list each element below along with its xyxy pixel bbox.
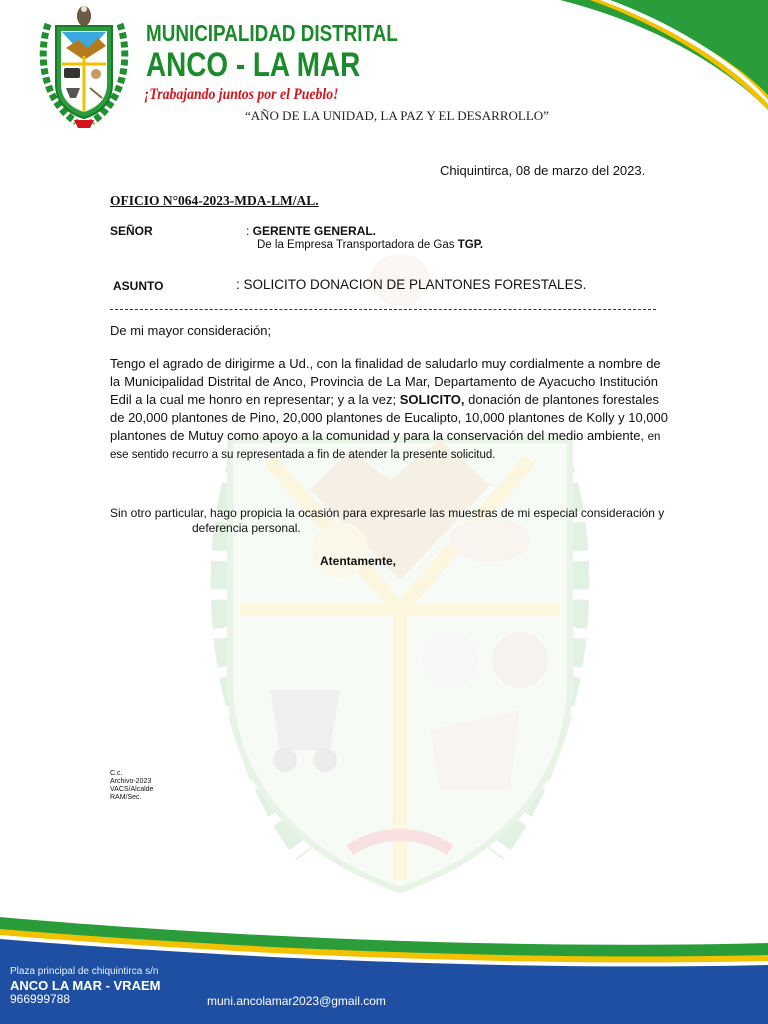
body-line-part: plantones de Mutuy como apoyo a la comunidad y para la conservación del medio ambiente, <box>110 428 648 443</box>
shield-watermark <box>190 250 610 930</box>
addressee-organization <box>257 239 483 251</box>
greeting: De mi mayor consideración; <box>110 323 272 338</box>
addressee-org-prefix: De la Empresa Transportadora de Gas <box>257 239 458 251</box>
cc-line: VACS/Alcalde <box>110 786 154 793</box>
slogan: ¡Trabajando juntos por el Pueblo! <box>144 86 339 103</box>
body-line-part: en <box>647 431 661 443</box>
municipal-shield-logo <box>38 4 130 130</box>
body-line: la Municipalidad Distrital de Anco, Provincia de La Mar, Departamento de Ayacucho Institución <box>110 374 658 389</box>
body-line: de 20,000 plantones de Pino, 20,000 plantones de Eucalipto, 10,000 plantones de Kolly y 10,000 <box>110 410 668 425</box>
letter-date: Chiquintirca, 08 de marzo del 2023. <box>440 163 646 178</box>
addressee-org-acronym: TGP. <box>457 239 484 251</box>
closing-line: Sin otro particular, hago propicia la ocasión para expresarle las muestras de mi especial consideración y <box>110 506 665 520</box>
body-paragraph <box>110 355 668 464</box>
separator-line <box>110 309 656 310</box>
municipality-name-line1: MUNICIPALIDAD DISTRITAL <box>146 20 398 46</box>
footer-email: muni.ancolamar2023@gmail.com <box>207 994 386 1008</box>
addressee-title-text: GERENTE GENERAL. <box>252 224 377 238</box>
body-line: Tengo el agrado de dirigirme a Ud., con la finalidad de saludarlo muy cordialmente a nombre de <box>110 356 661 371</box>
body-line-part: Edil a la cual me honro en representar; y a la vez; <box>110 392 400 407</box>
body-line-part: donación de plantones forestales <box>464 392 659 407</box>
addressee-label: SEÑOR <box>110 224 153 238</box>
municipality-name-line2: ANCO - LA MAR <box>146 46 361 84</box>
cc-line: Archivo-2023 <box>110 778 152 785</box>
body-line: ese sentido recurro a su representada a fin de atender la presente solicitud. <box>110 449 496 461</box>
addressee-colon: : <box>246 224 253 238</box>
closing-line: deferencia personal. <box>192 521 301 535</box>
sign-off: Atentamente, <box>320 554 397 568</box>
solicito-emphasis: SOLICITO, <box>399 392 465 407</box>
cc-line: RAM/Sec. <box>110 794 142 801</box>
body-line <box>110 391 658 409</box>
year-motto: “AÑO DE LA UNIDAD, LA PAZ Y EL DESARROLLO” <box>245 108 549 123</box>
footer-address: Plaza principal de chiquintirca s/n <box>10 966 159 977</box>
cc-line: C.c. <box>110 770 123 777</box>
addressee-title <box>246 224 376 238</box>
body-line <box>110 427 661 446</box>
footer-phone: 966999788 <box>10 992 71 1006</box>
letter-reference-number: OFICIO N°064-2023-MDA-LM/AL. <box>110 193 319 208</box>
subject-label: ASUNTO <box>113 279 164 293</box>
footer-name: ANCO LA MAR - VRAEM <box>10 978 161 993</box>
carbon-copy-list <box>110 770 153 802</box>
subject-value: : SOLICITO DONACION DE PLANTONES FORESTALES. <box>236 277 587 292</box>
